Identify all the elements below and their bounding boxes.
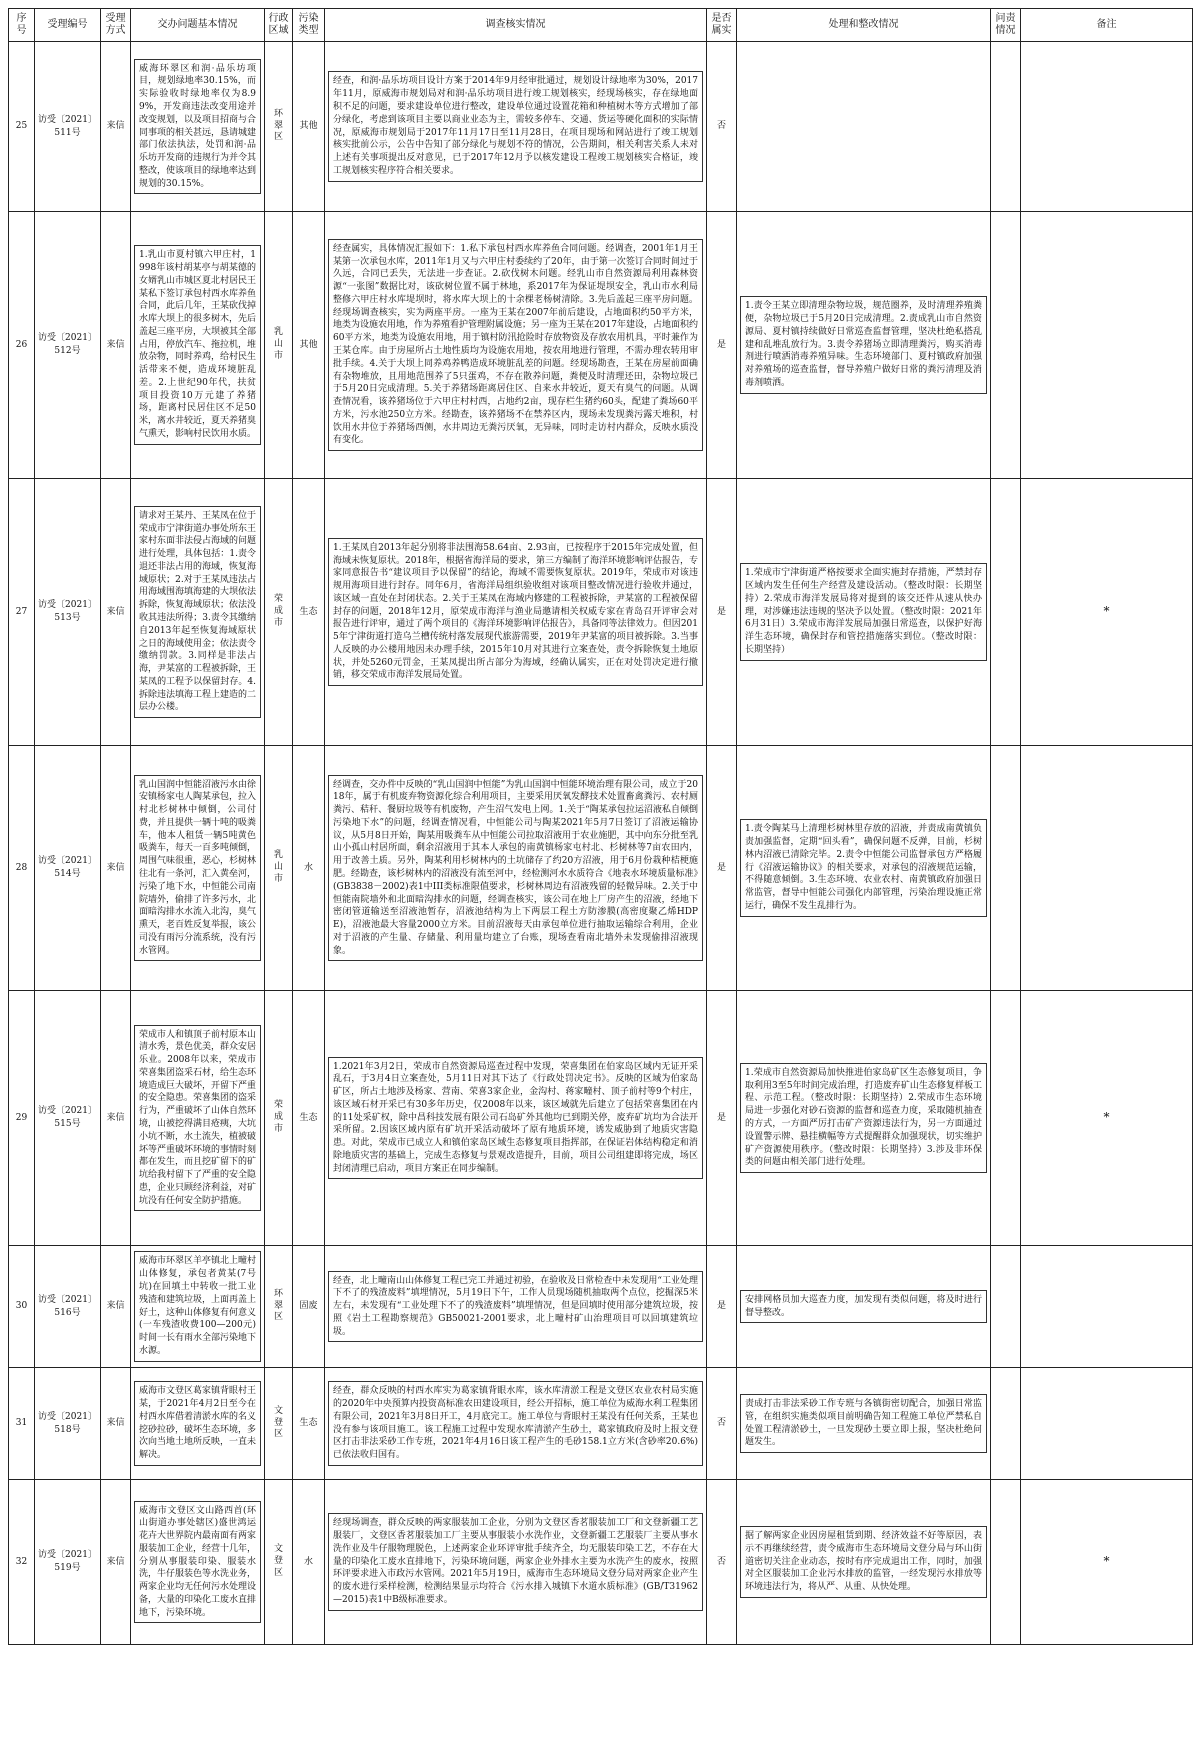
row-accountability <box>991 746 1021 991</box>
row-accountability <box>991 1480 1021 1645</box>
row-investigation <box>325 479 707 746</box>
table-row <box>9 746 1193 991</box>
row-handling <box>737 42 991 212</box>
header-handling: 处理和整改情况 <box>737 9 991 42</box>
row-verified: 否 <box>707 42 737 212</box>
row-accountability <box>991 479 1021 746</box>
row-handling-text: 据了解两家企业因房屋租赁到期、经济效益不好等原因，表示不再继续经营，责令威海市生态环境局文登分局与环山街道密切关注企业动态，按时有序完成退出工作，同时，加强对全区服装加工企业污水排放的监管，一经发现污水排放等环境违法行为，将从严、从重、从快处理。 <box>740 1526 987 1598</box>
table-header-row <box>9 9 1193 42</box>
row-handling <box>737 991 991 1246</box>
row-investigation <box>325 746 707 991</box>
row-no: 27 <box>9 479 35 746</box>
row-method: 来信 <box>101 746 131 991</box>
row-accountability <box>991 212 1021 479</box>
row-investigation-text: 经查属实，具体情况汇报如下：1.私下承包村西水库养鱼合同问题。经调查，2001年1月王某第一次承包水库，2011年1月又与六甲庄村委续约了20年，由于第一次签订合同时间过于久远，合同已丢失，无法进一步查证。2.砍伐树木问题。经乳山市自然资源局利用森林资源“一张图”数据比对，该砍树位置不属于林地，系2017年为保证堤坝安全，乳山市水利局整修六甲庄村水库堤坝时，将水库大坝上的十余棵老杨树清除。3.先后盖起三座平房问题。经现场调查核实，实为两座平房。一座为王某在2007年前后建设，占地面积约50平方米，地类为设施农用地，作为养殖看护管理附属设施；另一座为王某在2017年建设，占地面积约60平方米，地类为设施农用地，用于镇村防汛抢险时存放物资及存放农用机具，平时兼作为王某仓库。由于房屋所占土地性质均为设施农用地，按农用地进行管理，不需办理农转用审批手续。4.关于大坝上同养鸡养鸭造成环境脏乱差的问题。经现场勘查，王某在房屋前面确有杂物堆放，且用地范围养了5只蛋鸡，不存在散养问题，粪便及时清理还田，杂物垃圾已于5月20日完成清理。5.关于养猪场距离居住区、自来水井较近，夏天有臭气的问题。从调查情况看，该养猪场位于六甲庄村村西，占地约2亩，现存栏生猪约60头，配建了粪场60平方米，污水池250立方米。经勘查，该养猪场不在禁养区内，现场未发现粪污露天堆积，村饮用水井位于养猪场西侧，水井周边无粪污厌氧，无异味，同时走访村内群众，反映水质没有变化。 <box>328 239 703 451</box>
row-id: 访受〔2021〕515号 <box>35 991 101 1246</box>
row-pollution: 生态 <box>293 479 325 746</box>
row-remark <box>1021 212 1193 479</box>
row-issue-text: 威海市文登区文山路西首(环山街道办事处辖区)盛世鸿运花卉大世界院内最南面有两家服装加工企业，经营十几年，分别从事服装印染、服装水洗，牛仔服装色等水洗业务，两家企业均无任何污水处理设备，大量的印染化工废水直排地下，污染环境。 <box>134 1501 261 1624</box>
row-accountability <box>991 1368 1021 1480</box>
row-id: 访受〔2021〕514号 <box>35 746 101 991</box>
row-issue <box>131 42 265 212</box>
row-region <box>265 1246 293 1368</box>
header-verified: 是否属实 <box>707 9 737 42</box>
row-id: 访受〔2021〕516号 <box>35 1246 101 1368</box>
row-verified: 是 <box>707 1246 737 1368</box>
row-no: 25 <box>9 42 35 212</box>
row-region <box>265 1368 293 1480</box>
row-verified: 是 <box>707 991 737 1246</box>
row-region <box>265 479 293 746</box>
row-no: 30 <box>9 1246 35 1368</box>
table-row <box>9 991 1193 1246</box>
row-handling-text: 1.责令王某立即清理杂物垃圾，规范圈养，及时清理养殖粪便，杂物垃圾已于5月20日完成清理。2.责成乳山市自然资源局、夏村镇持续做好日常巡查监督管理，坚决杜绝私搭乱建和乱堆乱放行为。3.责令养猪场立即清理粪污，购买消毒剂进行喷洒消毒养殖异味。生态环境部门、夏村镇政府加强对养殖场的巡查监督，督导养殖户做好日常的粪污清理及消毒剂喷洒。 <box>740 296 987 393</box>
row-investigation <box>325 1368 707 1480</box>
row-issue <box>131 746 265 991</box>
table-row <box>9 1480 1193 1645</box>
header-no: 序号 <box>9 9 35 42</box>
row-id: 访受〔2021〕519号 <box>35 1480 101 1645</box>
row-region-text: 文登区 <box>273 1544 283 1578</box>
row-issue-text: 乳山国润中恒能沼液污水由徐安镇杨家屯人陶某承包，拉入村北杉树林中倾倒，公司付费，并且提供一辆十吨的吸粪车，他本人租赁一辆5吨黄色吸粪车，每天一百多吨倾倒，周围气味很重，恶心，杉树林往北有一条河，汇入黄垒河，污染了地下水，中恒能公司南院墙外，偷排了许多污水，北面暗沟排水水流入北沟，臭气熏天，老百姓反复举报，该公司没有雨污分流系统，没有污水管网。 <box>134 775 261 962</box>
row-handling-text: 1.荣成市宁津街道严格按要求全面实施封存措施，严禁封存区域内发生任何生产经营及建设活动。（整改时限：长期坚持）2.荣成市海洋发展局将对提到的该交还件从速从快办理，对涉嫌违法违规的坚决予以处置。（整改时限：2021年6月31日）3.荣成市海洋发展局加强日常巡查，以保护好海洋生态环境，确保封存和管控措施落实到位。（整改时限：长期坚持） <box>740 563 987 660</box>
row-investigation-text: 经查，群众反映的村西水库实为葛家镇背眼水库，该水库清淤工程是文登区农业农村局实施的2020年中央预算内投资高标准农田建设项目，经公开招标，施工单位为威海水利工程集团有限公司，2021年3月8日开工，4月底完工。施工单位与背眼村王某没有任何关系，王某也没有参与该项目施工。该工程施工过程中发现水库清淤产生砂土，葛家镇政府及时上报文登区打击非法采砂工作专班，2021年4月16日该工程产生的毛砂158.1立方米(含砂率20.6%)已依法收归国有。 <box>328 1381 703 1466</box>
row-handling <box>737 212 991 479</box>
row-pollution: 水 <box>293 746 325 991</box>
row-accountability <box>991 1246 1021 1368</box>
row-issue <box>131 1368 265 1480</box>
row-region <box>265 991 293 1246</box>
row-investigation <box>325 42 707 212</box>
row-issue-text: 荣成市人和镇顶子前村原本山清水秀，景色优美，群众安居乐业。2008年以来，荣成市荣喜集团盗采石材，给生态环境造成巨大破坏，开留下严重的安全隐患。荣喜集团的盗采行为，严重破坏了山体自然环境，山被挖得满目疮痍，大坑小坑不断，水土流失，植被破坏等严重破坏环境的事情时刻都在发生，而且挖矿留下的矿坑给我村留下了严重的安全隐患，企业只顾经济利益，对矿坑没有任何安全防护措施。 <box>134 1025 261 1212</box>
row-handling <box>737 746 991 991</box>
row-remark <box>1021 746 1193 991</box>
row-id: 访受〔2021〕512号 <box>35 212 101 479</box>
row-no: 32 <box>9 1480 35 1645</box>
header-region: 行政区域 <box>265 9 293 42</box>
row-investigation-text: 经调查，交办件中反映的“乳山国润中恒能”为乳山国润中恒能环境治理有限公司，成立于2018年，属于有机废弃物资源化综合利用项目，主要采用厌氧发酵技术处置畜禽粪污、农村厕粪污、秸秆、餐厨垃圾等有机废物，产生沼气发电上网。1.关于“陶某承包拉运沼液私自倾倒污染地下水”的问题，经调查情况看，中恒能公司与陶某2021年5月7日签订了沼液运输协议，从5月8日开始，陶某用吸粪车从中恒能公司拉取沼液用于农业施肥，其中向东分批至乳山小孤山村居所面，剩余沼液用于其本人承包的南黄镇杨家屯村北、杉树林等7亩农田内，用于改善土质。另外，陶某利用杉树林内的土坑储存了约20方沼液，用于6月份栽种桔梗施肥。经勘查，该杉树林内的沼液没有流至河中，经检测河水水质符合《地表水环境质量标准》(GB3838－2002)表1中III类标准限值要求，杉树林周边有沼液残留的轻微异味。2.关于中恒能南院墙外和北面暗沟排水的问题，经调查核实，该公司在地上厂房产生的沼液，经地下密闭管道输送至沼液池暂存，沼液池结构为上下两层工程土方防渗膜(高密度聚乙烯HDPE)，沼液池最大容量2000立方米。目前沼液每天由承包单位进行抽取运输综合利用，企业对于沼液的产生量、存储量、利用量均建立了台账，现场查看南北墙外未发现偷排沼液现象。 <box>328 775 703 962</box>
row-region-text: 乳山市 <box>273 327 283 361</box>
header-issue: 交办问题基本情况 <box>131 9 265 42</box>
row-verified: 是 <box>707 479 737 746</box>
table-row <box>9 1368 1193 1480</box>
row-handling-text: 1.荣成市自然资源局加快推进伯家岛矿区生态修复项目，争取利用3至5年时间完成治理，打造废弃矿山生态修复样板工程、示范工程。（整改时限：长期坚持）2.荣成市生态环境局进一步强化对砂石资源的监督和巡查力度，采取随机抽查的方式，一方面严厉打击矿产资源违法行为，另一方面通过设置警示牌、悬挂横幅等方式提醒群众加强现状，切实维护矿产资源使用秩序。（整改时限：长期坚持）3.涉及非环保类的问题由相关部门进行处理。 <box>740 1063 987 1173</box>
row-handling <box>737 1246 991 1368</box>
header-remark: 备注 <box>1021 9 1193 42</box>
row-remark: * <box>1021 991 1193 1246</box>
row-investigation-text: 经查，北上疃南山山体修复工程已完工并通过初验，在验收及日常检查中未发现用“工业处理下不了的残渣废料”填埋情况，5月19日下午，工作人员现场随机抽取两个点位，挖掘深5米左右，未发现有“工业处理下不了的残渣废料”填埋情况，但是回填时使用部分建筑垃圾，按照《岩土工程勘察规范》GB50021-2001要求，北上疃村矿山治理项目可以回填建筑垃圾。 <box>328 1271 703 1343</box>
table-row <box>9 212 1193 479</box>
row-region-text: 荣成市 <box>273 594 283 628</box>
row-issue-text: 威海市环翠区羊亭镇北上疃村山体修复，承包者黄某(7号坑)在回填土中转收一批工业残渣和建筑垃圾，上面再盖上好土，这种山体修复有何意义(一车残渣收费100—200元)时间一长有雨水全部污染地下水源。 <box>134 1251 261 1361</box>
row-handling <box>737 479 991 746</box>
header-investigation: 调查核实情况 <box>325 9 707 42</box>
row-id: 访受〔2021〕518号 <box>35 1368 101 1480</box>
row-no: 31 <box>9 1368 35 1480</box>
row-remark <box>1021 42 1193 212</box>
row-method: 来信 <box>101 991 131 1246</box>
table-row <box>9 1246 1193 1368</box>
row-accountability <box>991 42 1021 212</box>
table-row <box>9 479 1193 746</box>
row-method: 来信 <box>101 1246 131 1368</box>
row-region <box>265 746 293 991</box>
row-pollution: 水 <box>293 1480 325 1645</box>
row-remark: * <box>1021 1480 1193 1645</box>
row-investigation <box>325 991 707 1246</box>
row-method: 来信 <box>101 479 131 746</box>
row-pollution: 生态 <box>293 991 325 1246</box>
row-issue <box>131 991 265 1246</box>
row-region-text: 环翠区 <box>273 108 283 143</box>
row-accountability <box>991 991 1021 1246</box>
row-investigation-text: 1.王某凤自2013年起分别将非法围海58.64亩、2.93亩，已按程序于2015年完成处置，但海域未恢复原状。2018年，根据省海洋局的要求，第三方编制了海洋环境影响评估报告，专家同意报告书“建议项目予以保留”的结论，海域不需要恢复原状。2019年，荣成市对该违规用海项目进行封存。同年6月，省海洋局组织验收组对该项目整改情况进行验收并通过，该区域一直处在封闭状态。2.关于王某凤在海域内修建的工程被拆除，尹某富的工程被保留封存的问题，2018年12月，原荣成市海洋与渔业局邀请相关权威专家在青岛召开评审会对报告进行评审，通过了两个项目的《海洋环境影响评估报告》，具备同等法律效力。但因2015年宁津街道打造乌兰槽传统村落发展现代旅游需要，2019年尹某富的项目被拆除。3.当事人反映的办公楼用地因未办理手续，2015年10月对其进行立案查处，责令拆除恢复土地原状，并处5260元罚金，王某凤提出所占部分为海域，经确认属实，正在对处罚决定进行撤销，移交荣成市海洋发展局处置。 <box>328 538 703 686</box>
row-issue-text: 1.乳山市夏村镇六甲庄村，1998年该村胡某亭与胡某德的女婿乳山市城区夏北村居民王某私下签订承包村西水库养鱼合同，此后几年，王某砍伐掉水库大坝上的很多树木，先后盖起三座平房，大坝被其全部占用，停放汽车、拖拉机，堆放杂物，同时养鸡，给村民生活带来不便，造成环境脏乱差。2.上世纪90年代，扶贫项目投资10万元建了养猪场，距离村民居住区不足50米，离水井较近，夏天养猪臭气熏天，影响村民饮用水质。 <box>134 245 261 444</box>
row-region-text: 乳山市 <box>273 850 283 884</box>
row-handling-text: 责成打击非法采砂工作专班与各镇街密切配合，加强日常监管，在组织实施类似项目前明确告知工程施工单位严禁私自处置工程清淤砂土，一旦发现砂土要立即上报，坚决杜绝问题发生。 <box>740 1394 987 1453</box>
row-issue-text: 请求对王某丹、王某凤在位于荣成市宁津街道办事处所东王家村东面非法侵占海域的问题进行处理，具体包括：1.责令退还非法占用的海域，恢复海域原状；2.对于王某凤违法占用海域围海填海建的大坝依法拆除，恢复海域原状；依法没收其违法所得；3.责令其缴纳自2013年起至恢复海域原状之日的海域使用金；依法责令缴纳罚款。3.同样是非法占海，尹某富的工程被拆除，王某凤的工程予以保留封存。4.拆除违法填海工程上建造的二层办公楼。 <box>134 506 261 718</box>
row-no: 26 <box>9 212 35 479</box>
header-accountability: 问责情况 <box>991 9 1021 42</box>
row-method: 来信 <box>101 1368 131 1480</box>
row-remark: * <box>1021 479 1193 746</box>
row-pollution: 其他 <box>293 42 325 212</box>
row-verified: 否 <box>707 1368 737 1480</box>
header-id: 受理编号 <box>35 9 101 42</box>
row-id: 访受〔2021〕511号 <box>35 42 101 212</box>
table-row <box>9 42 1193 212</box>
row-investigation-text: 经查，和润·品乐坊项目设计方案于2014年9月经审批通过，规划设计绿地率为30%，2017年11月，原威海市规划局对和润·品乐坊项目进行竣工规划核实，经现场核实，存在绿地面积不足的问题，要求建设单位进行整改，建设单位通过设置花箱和种植树木等方式增加了部分绿化，考虑到该项目主要以商业业态为主，需较多停车、交通、货运等硬化面积的实际情况，原威海市规划局于2017年11月17日至11月28日，在项目现场和网站进行了竣工规划核实批前公示，公告中告知了部分绿化与规划不符的情况，公告期间，相关利害关系人未对上述有关事项提出反对意见，已于2017年12月予以核发建设工程竣工规划核实合格证，竣工规划核实程序符合相关要求。 <box>328 71 703 181</box>
row-verified: 是 <box>707 212 737 479</box>
row-remark <box>1021 1368 1193 1480</box>
complaint-table <box>8 8 1193 1645</box>
row-verified: 否 <box>707 1480 737 1645</box>
row-investigation-text: 经现场调查，群众反映的两家服装加工企业，分别为文登区香茗服装加工厂和文登新疆工艺服装厂，文登区香茗服装加工厂主要从事服装小水洗作业，文登新疆工艺服装厂主要从事水洗作业及牛仔服物理脱色，上述两家企业环评审批手续齐全，均无服装印染工艺，不存在大量的印染化工废水直排地下，污染环境问题，两家企业外排水主要为水洗产生的废水，按照环评要求进入市政污水管网。2021年5月19日，威海市生态环境局文登分局对两家企业产生的废水进行采样检测，检测结果显示均符合《污水排入城镇下水道水质标准》(GB/T31962—2015)表1中B级标准要求。 <box>328 1513 703 1610</box>
row-issue <box>131 479 265 746</box>
row-no: 29 <box>9 991 35 1246</box>
header-pollution: 污染类型 <box>293 9 325 42</box>
row-region-text: 环翠区 <box>273 1288 283 1323</box>
row-issue <box>131 212 265 479</box>
row-handling <box>737 1480 991 1645</box>
row-method: 来信 <box>101 212 131 479</box>
row-investigation <box>325 1480 707 1645</box>
row-investigation <box>325 212 707 479</box>
row-handling-text: 1.责令陶某马上清理杉树林里存放的沼液，并责成南黄镇负责加强监督，定期“回头看”，确保问题不反弹，目前，杉树林内沼液已清除完毕。2.责令中恒能公司监督承包方严格履行《沼液运输协议》的相关要求，对承包的沼液规范运输，不得随意倾倒。3.生态环境、农业农村、南黄镇政府加强日常监管，督导中恒能公司强化内部管理，污染治理设施正常运行，确保不发生乱排行为。 <box>740 819 987 916</box>
row-issue-text: 威海市文登区葛家镇背眼村王某，于2021年4月2日至今在村西水库借着清淤水库的名义挖砂拉砂，破坏生态环境，多次向当地土地所反映，一直未解决。 <box>134 1381 261 1466</box>
row-issue-text: 威海环翠区和润·品乐坊项目，规划绿地率30.15%，而实际验收时绿地率仅为8.99%，开发商违法改变用途并改变规划，以及项目招商与合同事项的相关甚远，恳请城建部门依法执法，处罚和润·品乐坊开发商的违规行为并令其整改，使该项目的绿地率达到规划的30.15%。 <box>134 59 261 195</box>
row-issue <box>131 1246 265 1368</box>
row-verified: 是 <box>707 746 737 991</box>
row-pollution: 生态 <box>293 1368 325 1480</box>
row-no: 28 <box>9 746 35 991</box>
row-method: 来信 <box>101 42 131 212</box>
row-pollution: 固废 <box>293 1246 325 1368</box>
complaint-table-page <box>8 8 1192 1645</box>
row-region <box>265 42 293 212</box>
row-region <box>265 1480 293 1645</box>
row-region-text: 文登区 <box>273 1405 283 1440</box>
row-remark <box>1021 1246 1193 1368</box>
row-handling <box>737 1368 991 1480</box>
row-method: 来信 <box>101 1480 131 1645</box>
row-pollution: 其他 <box>293 212 325 479</box>
row-id: 访受〔2021〕513号 <box>35 479 101 746</box>
header-method: 受理方式 <box>101 9 131 42</box>
row-region-text: 荣成市 <box>273 1100 283 1134</box>
row-issue <box>131 1480 265 1645</box>
row-region <box>265 212 293 479</box>
row-investigation-text: 1.2021年3月2日，荣成市自然资源局巡查过程中发现，荣喜集团在伯家岛区域内无证开采乱石，于3月4日立案查处，5月11日对其下达了《行政处罚决定书》。反映的区域为伯家岛矿区，所占土地涉及杨家、营南、荣喜3家企业，金沟村、蒋家疃村、顶子前村等9个村庄，该区域石材开采已有30多年历史，仅2008年以来，该区域就先后建立了包括荣喜集团在内的11处采矿权，除中昌科技发展有限公司石岛矿外其他均已到期关停，废弃矿坑均为合法开采所留。2.因该区域内原有矿坑开采活动破坏了原有地质环境，诱发威胁到了地质灾害隐患。对此，荣成市已成立人和镇伯家岛区域生态修复项目指挥部，在保证岩体结构稳定和消除地质灾害的基础上，完成生态修复与景观改造提升，目前，项目公司组建即将完成，场区封闭清理已启动，项目方案正在同步编制。 <box>328 1057 703 1180</box>
row-investigation <box>325 1246 707 1368</box>
row-handling-text: 安排网格员加大巡查力度，加发现有类似问题，将及时进行督导整改。 <box>740 1290 987 1324</box>
